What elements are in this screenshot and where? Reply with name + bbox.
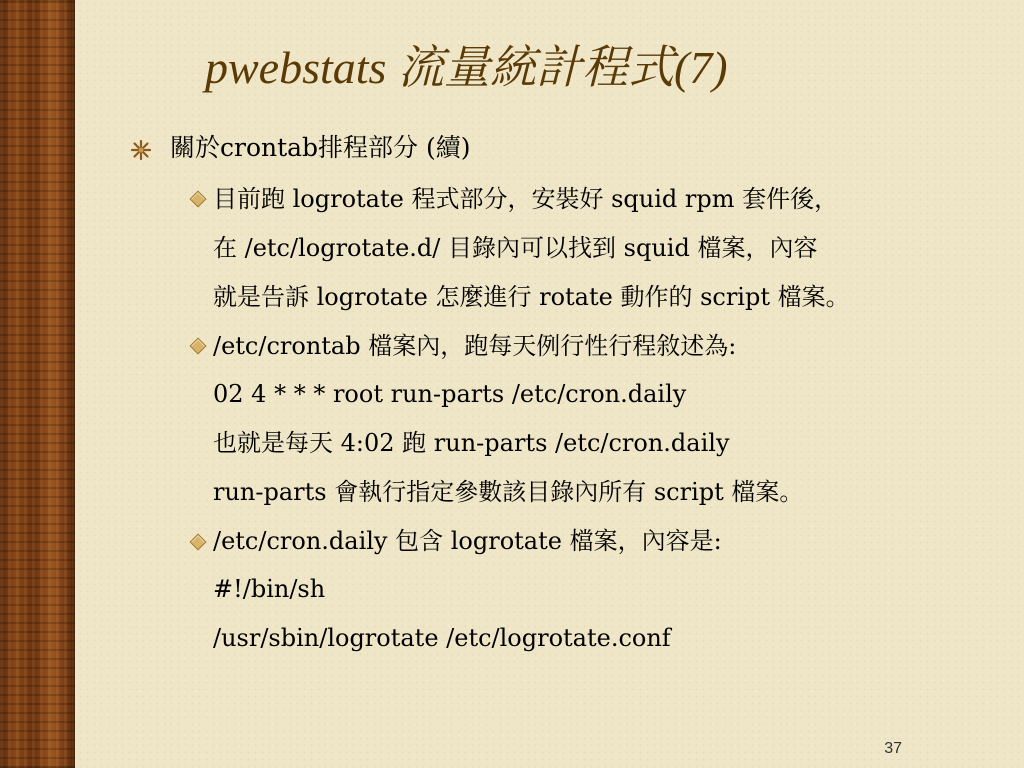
bullet-line-2-cont: 02 4 * * * root run-parts /etc/cron.daily — [213, 380, 687, 408]
bullet-line-1-cont: 在 /etc/logrotate.d/ 目錄內可以找到 squid 檔案，內容 — [213, 234, 818, 262]
diamond-bullet-icon — [190, 534, 207, 551]
bullet-line-3-cont: /usr/sbin/logrotate /etc/logrotate.conf — [213, 624, 671, 652]
slide-title: pwebstats 流量統計程式(7) — [205, 42, 728, 93]
diamond-bullet-icon — [190, 338, 207, 355]
bullet-line-3: /etc/cron.daily 包含 logrotate 檔案，內容是: — [213, 527, 722, 555]
bullet-line-2-cont: 也就是每天 4:02 跑 run-parts /etc/cron.daily — [213, 429, 730, 457]
heading-text: 關於crontab排程部分 (續) — [170, 133, 471, 162]
bullet-line-3-cont: #!/bin/sh — [213, 575, 326, 603]
bullet-line-1-cont: 就是告訴 logrotate 怎麼進行 rotate 動作的 script 檔案。 — [213, 283, 850, 311]
page-number: 37 — [884, 740, 902, 757]
asterisk-star-icon — [130, 139, 152, 161]
diamond-bullet-icon — [190, 191, 207, 208]
bullet-line-1: 目前跑 logrotate 程式部分，安裝好 squid rpm 套件後， — [213, 185, 839, 213]
bullet-line-2: /etc/crontab 檔案內，跑每天例行性行程敘述為: — [213, 332, 737, 360]
bullet-line-2-cont: run-parts 會執行指定參數該目錄內所有 script 檔案。 — [213, 478, 804, 506]
